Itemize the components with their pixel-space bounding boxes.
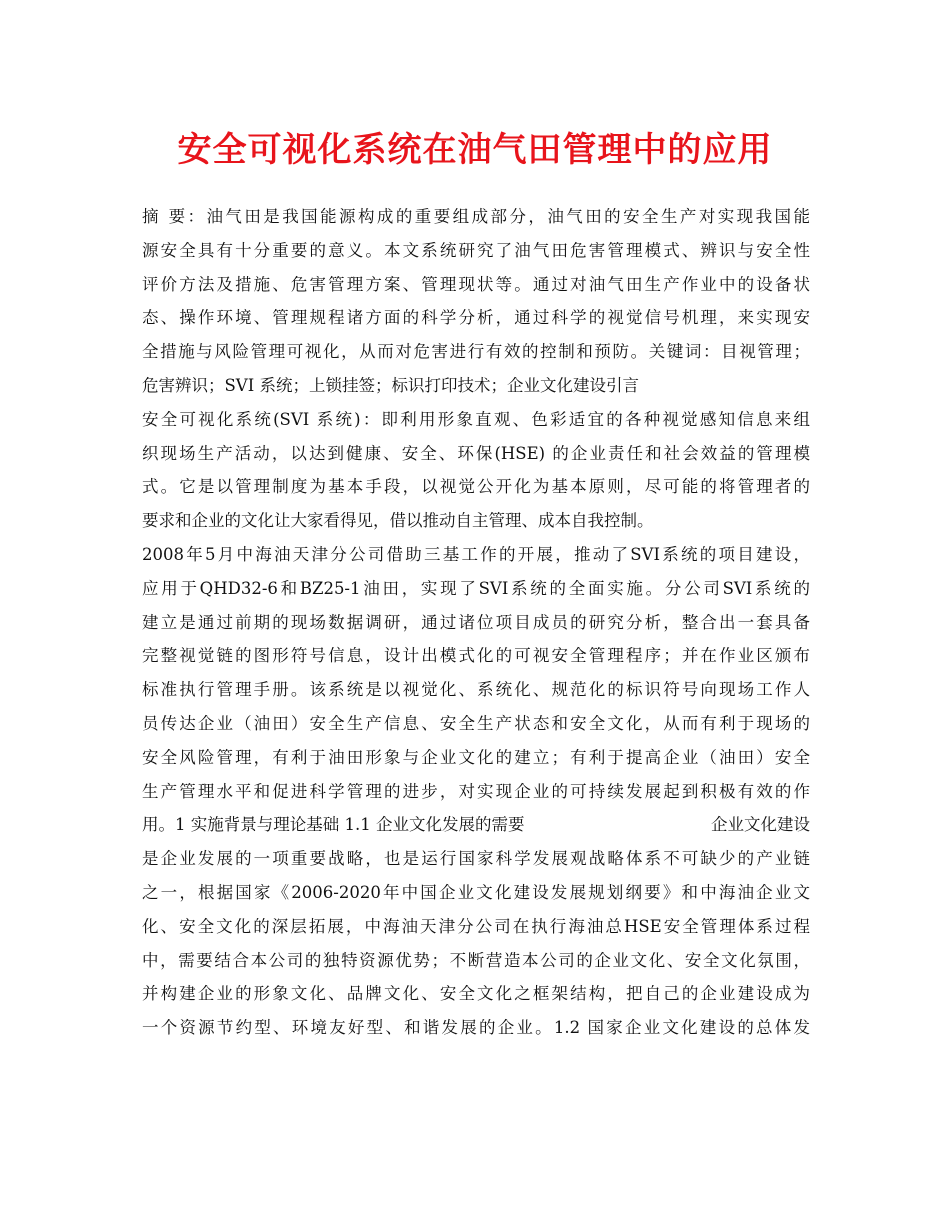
document-title: 安全可视化系统在油气田管理中的应用 <box>177 130 773 170</box>
paragraph-line: 摘 要：油气田是我国能源构成的重要组成部分，油气田的安全生产对实现我国能 <box>142 207 810 226</box>
section-heading-right: 企业文化建设 <box>711 815 810 835</box>
paragraph-line: 一个资源节约型、环境友好型、和谐发展的企业。1.2 国家企业文化建设的总体发 <box>142 1018 810 1038</box>
paragraph-line: 并构建企业的形象文化、品牌文化、安全文化之框架结构，把自己的企业建设成为 <box>142 984 810 1004</box>
paragraph-line: 应用于QHD32-6和BZ25-1油田，实现了SVI系统的全面实施。分公司SVI系统的 <box>142 578 810 598</box>
paragraph-line: 式。它是以管理制度为基本手段，以视觉公开化为基本原则，尽可能的将管理者的 <box>142 477 810 497</box>
paragraph-line: 是企业发展的一项重要战略，也是运行国家科学发展观战略体系不可缺少的产业链 <box>142 849 810 869</box>
paragraph-line: 态、操作环境、管理规程诸方面的科学分析，通过科学的视觉信号机理，来实现安 <box>142 308 810 328</box>
section-heading-line <box>142 808 810 842</box>
paragraph-line: 源安全具有十分重要的意义。本文系统研究了油气田危害管理模式、辨识与安全性 <box>142 240 810 260</box>
paragraph-line: 织现场生产活动，以达到健康、安全、环保(HSE) 的企业责任和社会效益的管理模 <box>142 443 810 463</box>
paragraph-line: 生产管理水平和促进科学管理的进步，对实现企业的可持续发展起到积极有效的作 <box>142 781 810 801</box>
paragraph-line: 危害辨识；SVI 系统；上锁挂签；标识打印技术；企业文化建设引言 <box>142 375 639 395</box>
section-heading-left: 用。1 实施背景与理论基础 1.1 企业文化发展的需要 <box>142 815 525 835</box>
paragraph-line: 安全风险管理，有利于油田形象与企业文化的建立；有利于提高企业（油田）安全 <box>142 747 810 767</box>
paragraph-line: 全措施与风险管理可视化，从而对危害进行有效的控制和预防。关键词：目视管理； <box>142 342 810 362</box>
paragraph-line: 之一，根据国家《2006-2020年中国企业文化建设发展规划纲要》和中海油企业文 <box>142 882 810 902</box>
paragraph-line: 安全可视化系统(SVI 系统)：即利用形象直观、色彩适宜的各种视觉感知信息来组 <box>142 409 810 429</box>
paragraph-line: 完整视觉链的图形符号信息，设计出模式化的可视安全管理程序；并在作业区颁布 <box>142 646 810 666</box>
paragraph-line: 标准执行管理手册。该系统是以视觉化、系统化、规范化的标识符号向现场工作人 <box>142 680 810 700</box>
paragraph-line: 化、安全文化的深层拓展，中海油天津分公司在执行海油总HSE安全管理体系过程 <box>142 916 810 936</box>
paragraph-line: 中，需要结合本公司的独特资源优势；不断营造本公司的企业文化、安全文化氛围， <box>142 950 810 970</box>
document-body <box>142 200 810 1045</box>
paragraph-line: 评价方法及措施、危害管理方案、管理现状等。通过对油气田生产作业中的设备状 <box>142 274 810 294</box>
paragraph-line: 要求和企业的文化让大家看得见，借以推动自主管理、成本自我控制。 <box>142 511 654 531</box>
paragraph-line: 员传达企业（油田）安全生产信息、安全生产状态和安全文化，从而有利于现场的 <box>142 713 810 733</box>
paragraph-line: 2008年5月中海油天津分公司借助三基工作的开展，推动了SVI系统的项目建设， <box>142 544 810 564</box>
paragraph-line: 建立是通过前期的现场数据调研，通过诸位项目成员的研究分析，整合出一套具备 <box>142 612 810 632</box>
